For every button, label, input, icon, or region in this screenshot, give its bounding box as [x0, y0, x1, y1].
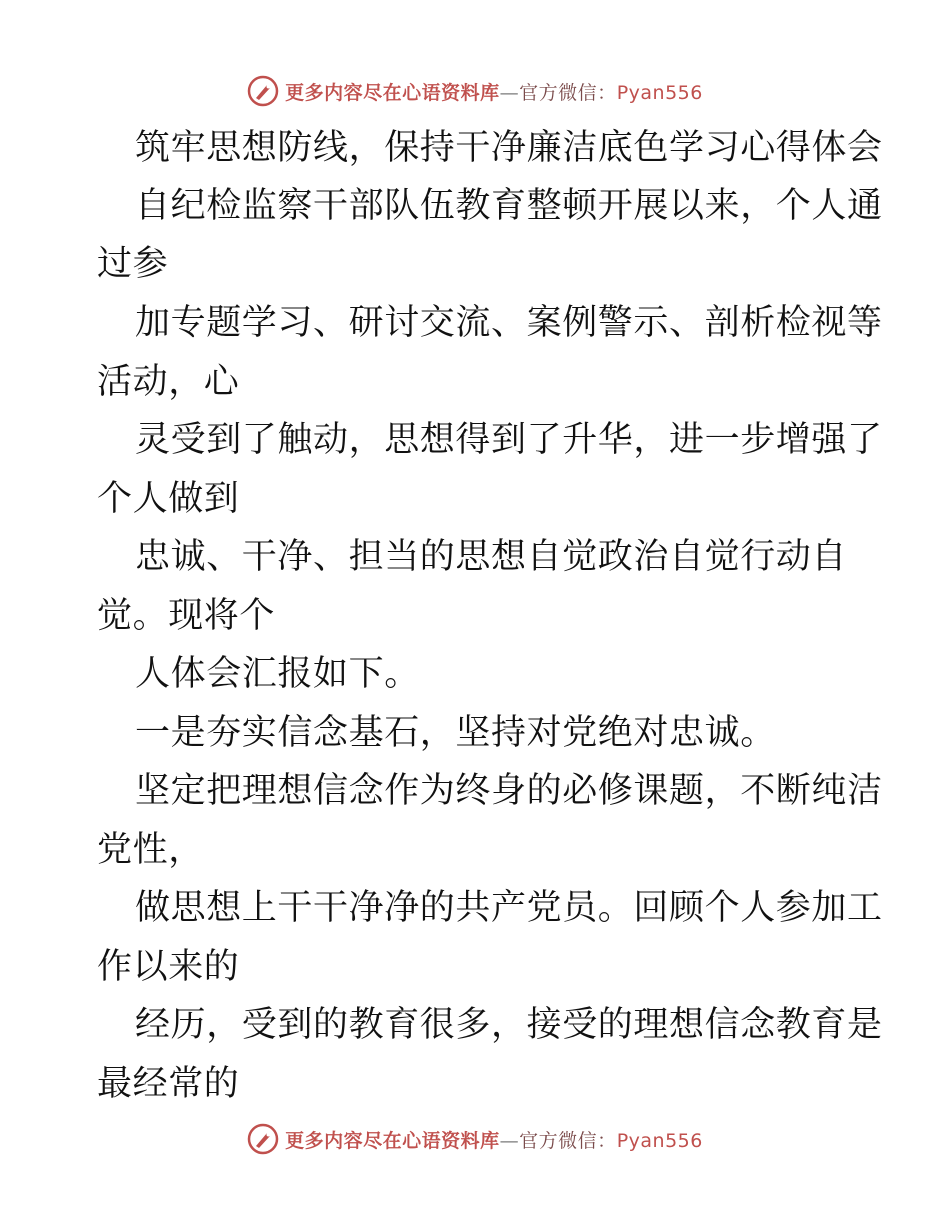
- paragraph-line: 自纪检监察干部队伍教育整顿开展以来，个人通: [135, 186, 883, 226]
- paragraph-line: 活动，心: [97, 362, 240, 402]
- paragraph-line: 人体会汇报如下。: [135, 654, 420, 694]
- banner-text: [285, 1126, 703, 1153]
- paragraph-line: 做思想上干干净净的共产党员。回顾个人参加工: [135, 888, 883, 928]
- paragraph-line: 经历，受到的教育很多，接受的理想信念教育是: [135, 1005, 883, 1045]
- paragraph-line: 觉。现将个: [97, 596, 276, 636]
- header-banner: [0, 71, 950, 111]
- paragraph-line: 加专题学习、研讨交流、案例警示、剖析检视等: [135, 303, 883, 343]
- banner-wechat-label: 官方微信：: [519, 1129, 617, 1152]
- section-heading: 一是夯实信念基石，坚持对党绝对忠诚。: [135, 713, 776, 753]
- paragraph-line: 党性，: [97, 830, 204, 870]
- paragraph-line: 忠诚、干净、担当的思想自觉政治自觉行动自: [135, 537, 848, 577]
- paragraph-line: 作以来的: [97, 947, 240, 987]
- paragraph-line: 灵受到了触动，思想得到了升华，进一步增强了: [135, 420, 883, 460]
- paragraph-line: 过参: [97, 244, 169, 284]
- paragraph-line: 个人做到: [97, 479, 240, 519]
- banner-wechat-id: Pyan556: [616, 81, 703, 104]
- pen-nib-circle-logo-icon: [247, 75, 279, 107]
- paragraph-line: 坚定把理想信念作为终身的必修课题，不断纯洁: [135, 771, 883, 811]
- document-title: 筑牢思想防线，保持干净廉洁底色学习心得体会: [135, 128, 883, 168]
- banner-dash: —: [499, 81, 520, 104]
- paragraph-line: 最经常的: [97, 1064, 240, 1104]
- banner-slogan: 更多内容尽在心语资料库: [285, 81, 500, 104]
- banner-dash: —: [499, 1129, 520, 1152]
- banner-wechat-id: Pyan556: [616, 1129, 703, 1152]
- footer-banner: [0, 1119, 950, 1159]
- banner-text: [285, 78, 703, 105]
- pen-nib-circle-logo-icon: [247, 1123, 279, 1155]
- banner-slogan: 更多内容尽在心语资料库: [285, 1129, 500, 1152]
- banner-wechat-label: 官方微信：: [519, 81, 617, 104]
